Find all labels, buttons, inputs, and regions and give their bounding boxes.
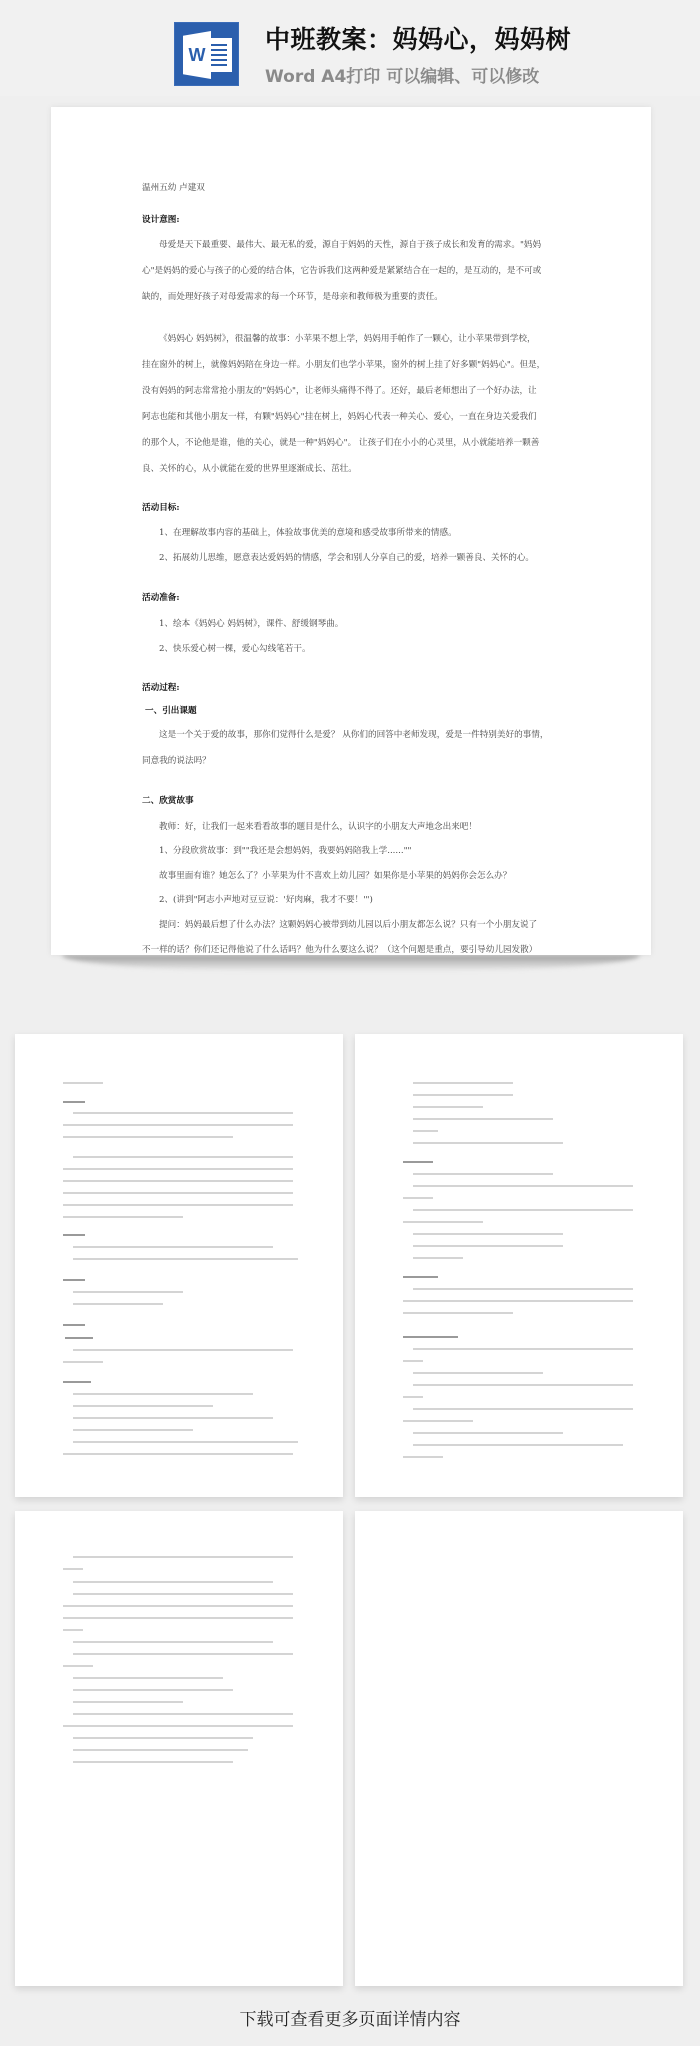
subsection-heading: 二、欣赏故事 bbox=[142, 796, 194, 806]
page-thumbnail-1[interactable] bbox=[15, 1034, 343, 1497]
paragraph-line: 故事里面有谁？她怎么了？小苹果为什不喜欢上幼儿园？如果你是小苹果的妈妈你会怎么办？ bbox=[159, 871, 512, 881]
paragraph-line: 《妈妈心 妈妈树》，很温馨的故事：小苹果不想上学，妈妈用手帕作了一颗心，让小苹果带到学校， bbox=[159, 334, 536, 344]
paragraph-line: 母爱是天下最重要、最伟大、最无私的爱，源自于妈妈的天性，源自于孩子成长和发育的需求。"妈妈 bbox=[159, 240, 542, 250]
page-thumbnail-2[interactable] bbox=[355, 1034, 683, 1497]
list-item: 2、快乐爱心树一棵，爱心勾线笔若干。 bbox=[159, 644, 311, 654]
word-document-icon bbox=[174, 22, 239, 86]
paragraph-line: 不一样的话？你们还记得他说了什么话吗？他为什么要这么说？（这个问题是重点，要引导幼儿园发散） bbox=[142, 945, 538, 955]
section-heading: 活动目标: bbox=[142, 503, 180, 513]
paragraph-line: 缺的，而处理好孩子对母爱需求的每一个环节，是母亲和教师极为重要的责任。 bbox=[142, 292, 443, 302]
paragraph-line: 阿志也能和其他小朋友一样，有颗"妈妈心"挂在树上，妈妈心代表一种关心、爱心，一直在身边关爱我们 bbox=[142, 412, 537, 422]
paragraph-line: 提问：妈妈最后想了什么办法？这颗妈妈心被带到幼儿园以后小朋友都怎么说？只有一个小朋友说了 bbox=[159, 920, 538, 930]
paragraph-line: 挂在窗外的树上，就像妈妈陪在身边一样。小朋友们也学小苹果，窗外的树上挂了好多颗"妈妈心"。但是， bbox=[142, 360, 546, 370]
list-item: 1、绘本《妈妈心 妈妈树》，课件、舒缓钢琴曲。 bbox=[159, 619, 344, 629]
header-banner bbox=[0, 0, 700, 96]
download-more-note: 下载可查看更多页面详情内容 bbox=[239, 2010, 461, 2030]
page-thumbnail-3[interactable] bbox=[15, 1511, 343, 1986]
subsection-heading: 一、引出课题 bbox=[145, 706, 197, 716]
section-heading: 设计意图: bbox=[142, 215, 180, 225]
paragraph-line: 的那个人，不论他是谁，他的关心，就是一种"妈妈心"。 让孩子们在小小的心灵里，从小就能培养一颗善 bbox=[142, 438, 540, 448]
paragraph-line: 教师：好，让我们一起来看看故事的题目是什么，认识字的小朋友大声地念出来吧！ bbox=[159, 822, 477, 832]
page-thumbnail-4[interactable] bbox=[355, 1511, 683, 1986]
section-heading: 活动过程: bbox=[142, 683, 180, 693]
paragraph-line: 同意我的说法吗？ bbox=[142, 756, 211, 766]
list-item: 1、在理解故事内容的基础上，体验故事优美的意境和感受故事所带来的情感。 bbox=[159, 528, 457, 538]
paragraph-line: 1、分段欣赏故事：到""我还是会想妈妈，我要妈妈陪我上学......"" bbox=[159, 846, 412, 856]
paragraph-line: 心"是妈妈的爱心与孩子的心爱的结合体，它告诉我们这两种爱是紧紧结合在一起的，是互动的，是不可或 bbox=[142, 266, 542, 276]
section-heading: 活动准备: bbox=[142, 593, 180, 603]
page-subtitle: Word A4打印 可以编辑、可以修改 bbox=[265, 67, 540, 87]
list-item: 2、拓展幼儿思维，愿意表达爱妈妈的情感，学会和别人分享自己的爱，培养一颗善良、关怀的心。 bbox=[159, 553, 535, 563]
word-letter: W bbox=[188, 45, 206, 65]
page-title: 中班教案：妈妈心，妈妈树 bbox=[265, 25, 572, 54]
paragraph-line: 没有妈妈的阿志常常抢小朋友的"妈妈心"，让老师头痛得不得了。还好，最后老师想出了一个好办法，让 bbox=[142, 386, 537, 396]
author-line: 温州五幼 卢建双 bbox=[142, 183, 205, 193]
document-page-preview bbox=[51, 107, 651, 955]
paragraph-line: 这是一个关于爱的故事，那你们觉得什么是爱？ 从你们的回答中老师发现，爱是一件特别美好的事情， bbox=[159, 730, 549, 740]
paragraph-line: 良、关怀的心，从小就能在爱的世界里逐渐成长、茁壮。 bbox=[142, 464, 357, 474]
page-shadow bbox=[62, 955, 640, 971]
paragraph-line: 2、(讲到"阿志小声地对豆豆说：'好肉麻，我才不要！'") bbox=[159, 895, 373, 905]
